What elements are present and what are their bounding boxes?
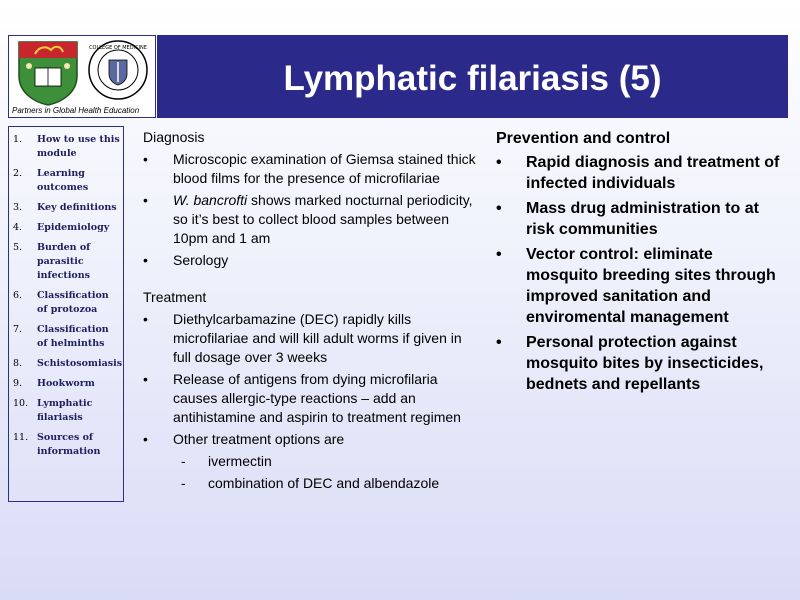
treatment-item (143, 430, 478, 449)
nav-item-number: 5. (13, 242, 23, 253)
nav-item-protozoa[interactable] (13, 289, 121, 317)
nav-item-number: 11. (13, 432, 29, 443)
content-column-right (496, 128, 786, 399)
nav-item-hookworm[interactable] (13, 377, 121, 391)
logo-caption: Partners in Global Health Education (12, 106, 140, 115)
nav-item-number: 10. (13, 398, 29, 409)
nav-item-number: 4. (13, 222, 23, 233)
nav-item-label: Classification of helminths (37, 324, 109, 349)
prevention-item: • Mass drug administration to at risk communities (496, 198, 786, 240)
nav-item-how-to-use[interactable] (13, 133, 121, 161)
nav-item-label: Burden of parasitic infections (37, 242, 91, 281)
nav-list (13, 133, 121, 459)
nav-item-label: Schistosomiasis (37, 358, 123, 369)
diagnosis-item: • Serology (143, 251, 478, 270)
svg-text:COLLEGE OF MEDICINE: COLLEGE OF MEDICINE (89, 45, 147, 51)
treatment-option: - combination of DEC and albendazole (143, 474, 478, 493)
prevention-item: • Personal protection against mosquito bites by insecticides, bednets and repellants (496, 332, 786, 395)
title-bar (157, 35, 788, 118)
nav-item-key-definitions[interactable] (13, 201, 121, 215)
diagnosis-item-text: shows marked nocturnal periodicity, so it’s best to collect blood samples between 10pm and 1 am (173, 192, 473, 246)
nav-item-number: 7. (13, 324, 23, 335)
nav-item-number: 2. (13, 168, 23, 179)
nav-item-label: Lymphatic filariasis (37, 398, 93, 423)
nav-item-label: Sources of information (37, 432, 101, 457)
nav-item-number: 6. (13, 290, 23, 301)
treatment-heading: Treatment (143, 289, 207, 305)
content-column-left (143, 128, 478, 496)
treatment-item: • Release of antigens from dying microfilaria causes allergic-type reactions – add an antihistamine and aspirin to treatment regimen (143, 370, 478, 427)
prevention-item: • Vector control: eliminate mosquito breeding sites through improved sanitation and enviromental management (496, 244, 786, 328)
nav-item-sources[interactable] (13, 431, 121, 459)
nav-item-helminths[interactable] (13, 323, 121, 351)
nav-item-label: Classification of protozoa (37, 290, 109, 315)
university-shield-logo (17, 40, 79, 106)
nav-item-epidemiology[interactable] (13, 221, 121, 235)
module-navigation (8, 126, 124, 502)
nav-item-number: 8. (13, 358, 23, 369)
treatment-item-text: Other treatment options are (173, 431, 345, 447)
diagnosis-list (143, 150, 478, 270)
nav-item-label: Learning outcomes (37, 168, 89, 193)
nav-item-number: 1. (13, 134, 23, 145)
nav-item-schistosomiasis[interactable] (13, 357, 121, 371)
nav-item-label: Hookworm (37, 378, 95, 389)
nav-item-label: How to use this module (37, 134, 120, 159)
nav-item-learning-outcomes[interactable] (13, 167, 121, 195)
nav-item-number: 9. (13, 378, 23, 389)
diagnosis-heading: Diagnosis (143, 129, 205, 145)
nav-item-label: Key definitions (37, 202, 117, 213)
diagnosis-item (143, 191, 478, 248)
prevention-item: • Rapid diagnosis and treatment of infected individuals (496, 152, 786, 194)
species-name: W. bancrofti (173, 192, 248, 208)
college-of-medicine-seal (87, 38, 149, 102)
nav-item-lymphatic-filariasis[interactable] (13, 397, 121, 425)
nav-item-label: Epidemiology (37, 222, 110, 233)
prevention-heading: Prevention and control (496, 130, 671, 147)
treatment-option: - ivermectin (143, 452, 478, 471)
page-title: Lymphatic filariasis (5) (283, 59, 662, 98)
treatment-list (143, 310, 478, 449)
logo-panel (8, 35, 156, 118)
prevention-list (496, 152, 786, 395)
diagnosis-item: • Microscopic examination of Giemsa stained thick blood films for the presence of microfilariae (143, 150, 478, 188)
nav-item-number: 3. (13, 202, 23, 213)
nav-item-burden[interactable] (13, 241, 121, 283)
treatment-options-list (143, 452, 478, 493)
treatment-item: • Diethylcarbamazine (DEC) rapidly kills microfilariae and will kill adult worms if given in full dosage over 3 weeks (143, 310, 478, 367)
